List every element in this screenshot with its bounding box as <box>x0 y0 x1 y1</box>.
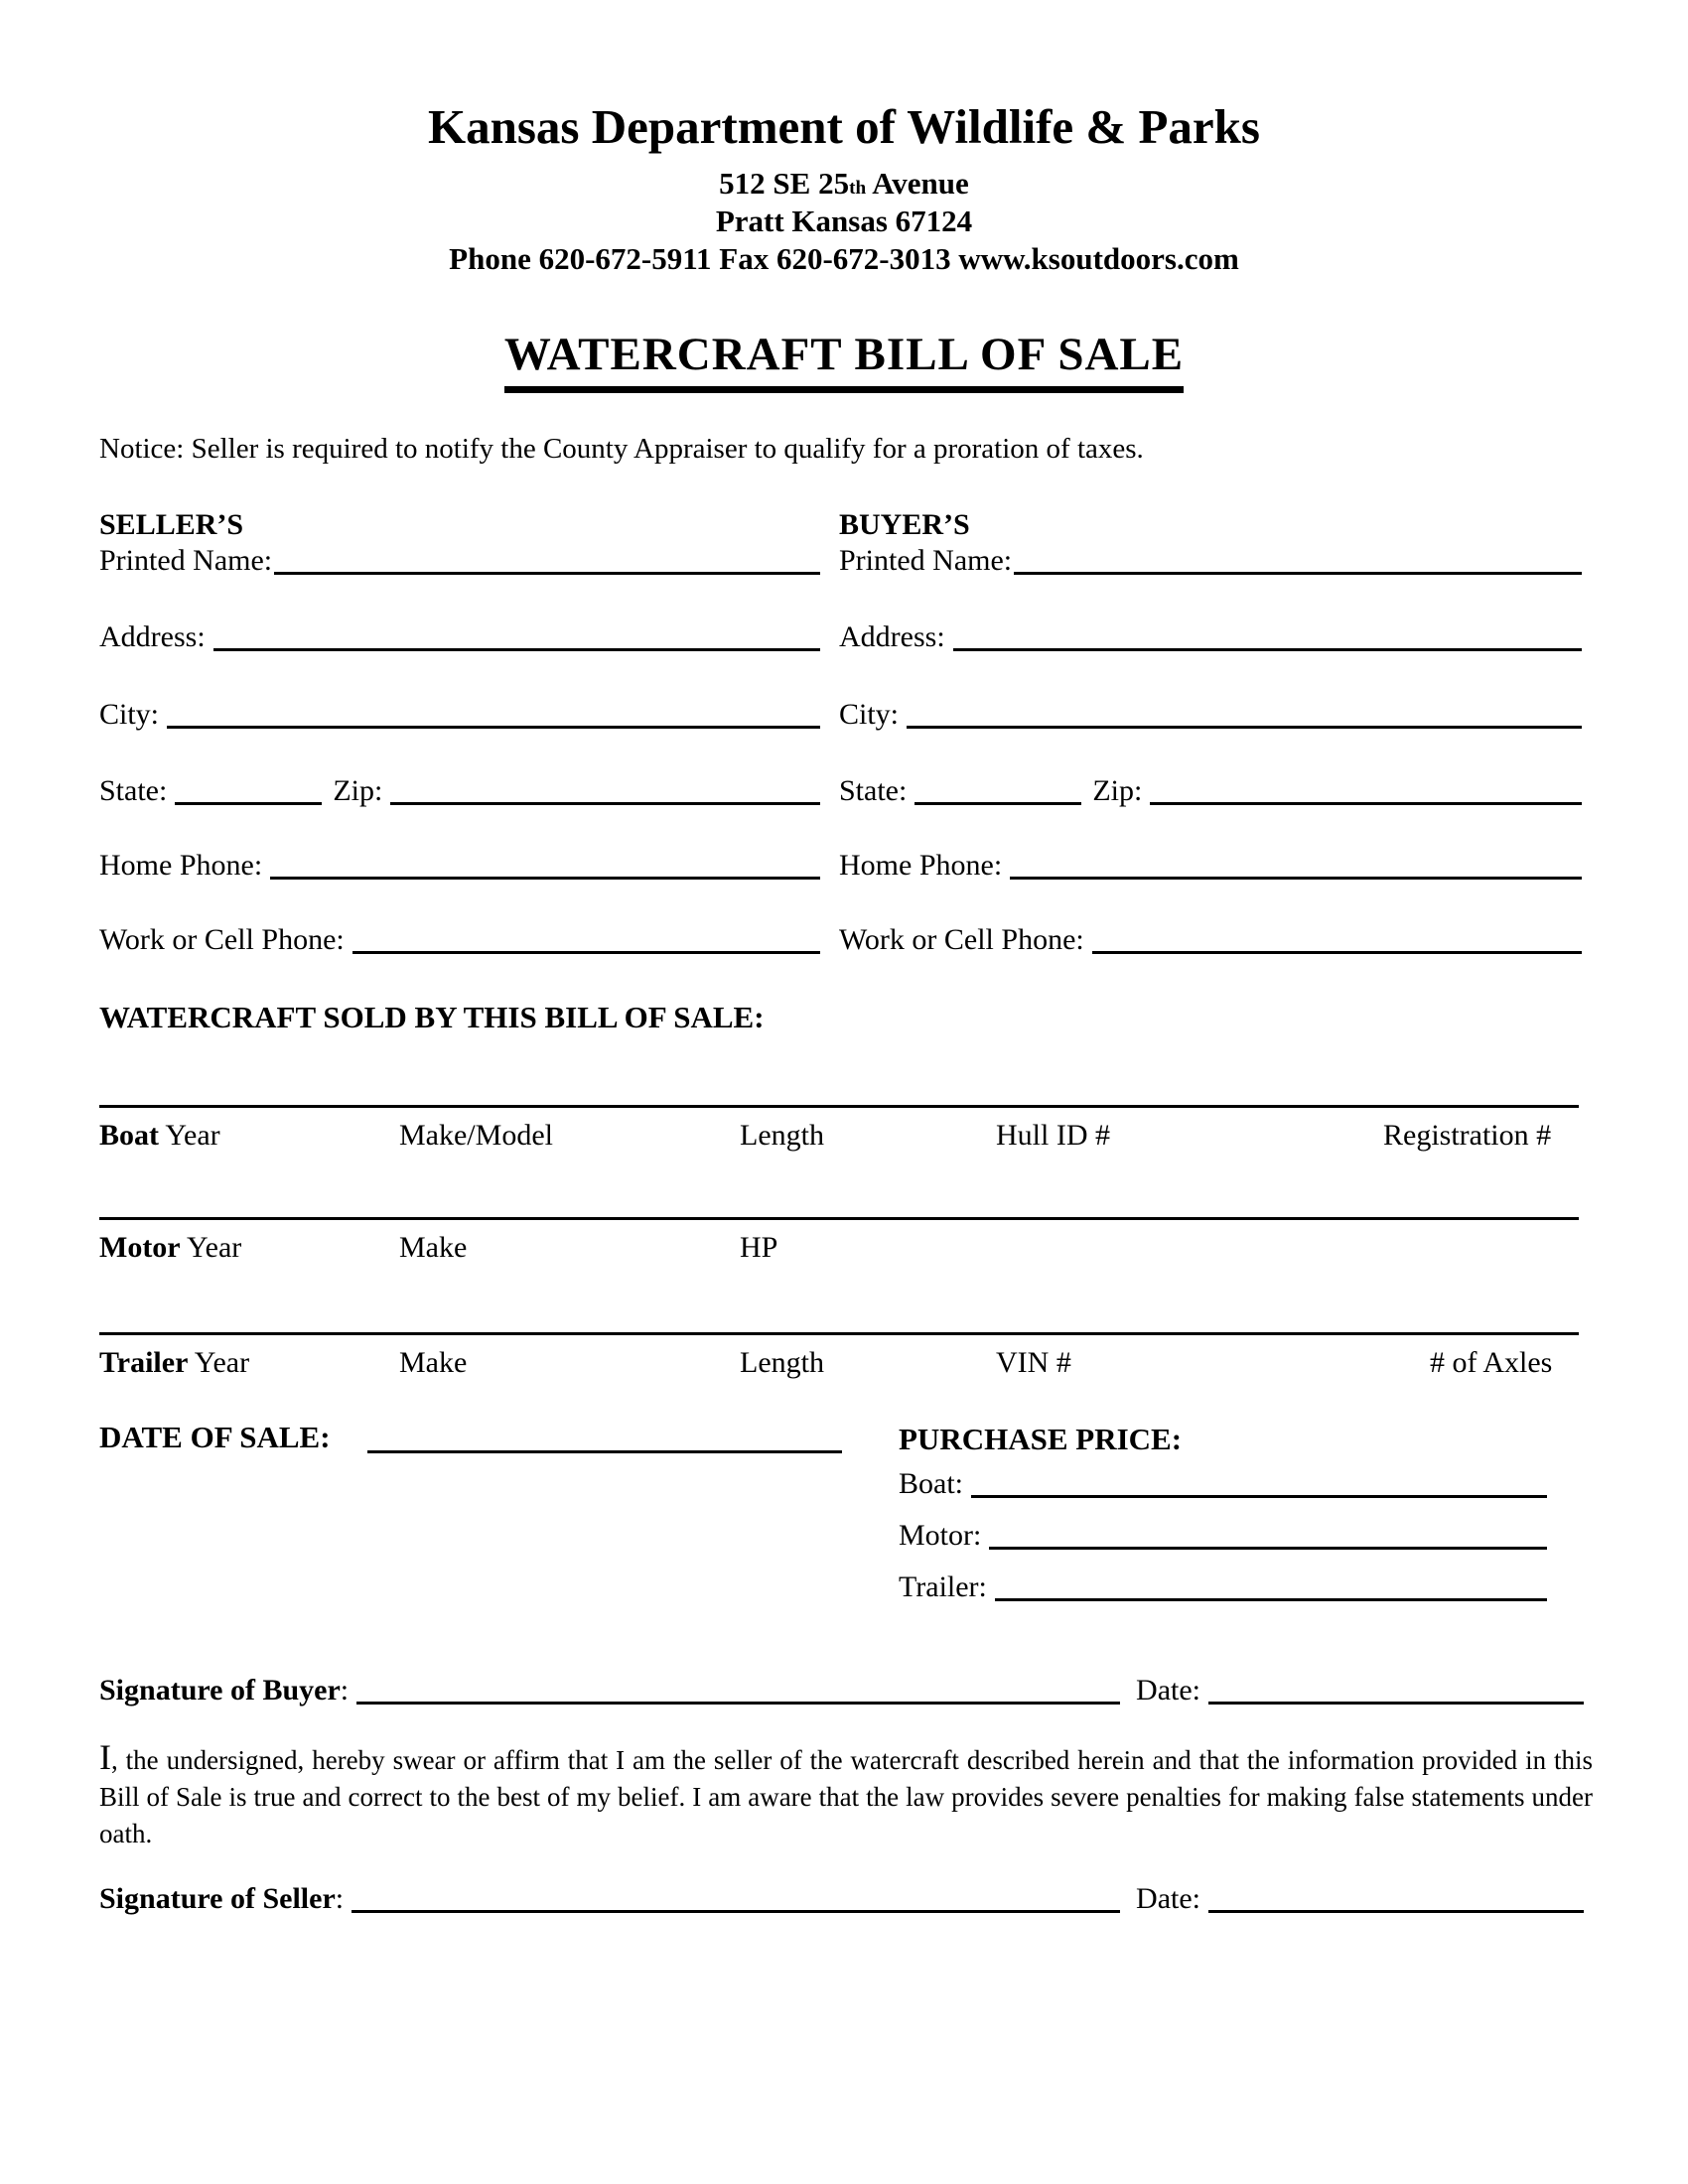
price-motor-field[interactable] <box>989 1547 1547 1550</box>
buyer-address-row <box>839 618 1582 656</box>
motor-type-label: Motor <box>99 1231 181 1264</box>
trailer-year-label: Year <box>194 1346 250 1379</box>
buyer-home-phone-label: Home Phone: <box>839 849 1003 882</box>
buyer-home-phone-field[interactable] <box>1010 877 1582 880</box>
motor-hp-label: HP <box>740 1231 778 1264</box>
boat-type-label: Boat <box>99 1119 159 1152</box>
seller-signature-row <box>99 1880 1584 1918</box>
notice-text: Notice: Seller is required to notify the County Appraiser to qualify for a proration of taxes. <box>99 433 1144 465</box>
trailer-make-label: Make <box>399 1346 468 1379</box>
seller-state-field[interactable] <box>175 802 322 805</box>
buyer-city-label: City: <box>839 698 900 731</box>
boat-entry-line[interactable] <box>99 1105 1579 1108</box>
affirmation-lead: I <box>99 1737 111 1777</box>
buyer-address-label: Address: <box>839 620 945 653</box>
price-motor-label: Motor: <box>899 1519 982 1552</box>
price-trailer-row <box>899 1569 1547 1606</box>
motor-year-label: Year <box>187 1231 242 1264</box>
signature-of-seller-label: Signature of Seller <box>99 1882 336 1915</box>
seller-date-label: Date: <box>1136 1882 1200 1915</box>
org-address-street <box>0 165 1688 207</box>
seller-date-field[interactable] <box>1208 1910 1584 1913</box>
price-motor-row <box>899 1517 1547 1555</box>
form-title-wrap <box>0 328 1688 393</box>
buyer-state-zip-row <box>839 772 1582 810</box>
boat-registration-label: Registration # <box>1383 1119 1552 1152</box>
buyer-state-label: State: <box>839 774 908 807</box>
seller-home-phone-field[interactable] <box>270 877 820 880</box>
buyer-zip-label: Zip: <box>1092 774 1143 807</box>
purchase-price-heading: PURCHASE PRICE: <box>899 1422 1183 1456</box>
date-of-sale-field[interactable] <box>367 1450 842 1453</box>
boat-year-label: Year <box>165 1119 220 1152</box>
form-title: WATERCRAFT BILL OF SALE <box>504 328 1184 393</box>
trailer-type-year-label <box>99 1346 249 1380</box>
buyer-signature-field[interactable] <box>356 1702 1120 1705</box>
trailer-length-label: Length <box>740 1346 824 1379</box>
trailer-entry-line[interactable] <box>99 1332 1579 1335</box>
seller-zip-label: Zip: <box>333 774 383 807</box>
buyer-label-colon: : <box>340 1674 350 1706</box>
seller-work-phone-field[interactable] <box>352 951 820 954</box>
buyer-work-phone-row <box>839 921 1582 959</box>
buyer-city-row <box>839 696 1582 734</box>
buyer-printed-name-label: Printed Name: <box>839 544 1013 577</box>
affirmation-body: , the undersigned, hereby swear or affirm that I am the seller of the watercraft described herein and that the information provided in this Bill of Sale is true and correct to the best of my belief. I am aware that the law provides severe penalties for making false statements under oath. <box>99 1745 1593 1848</box>
seller-state-label: State: <box>99 774 168 807</box>
seller-printed-name-field[interactable] <box>274 572 820 575</box>
org-contact-line: Phone 620-672-5911 Fax 620-672-3013 www.ksoutdoors.com <box>449 241 1239 276</box>
buyer-state-field[interactable] <box>914 802 1081 805</box>
trailer-axles-label: # of Axles <box>1430 1346 1553 1379</box>
signature-of-buyer-label: Signature of Buyer <box>99 1674 341 1706</box>
price-trailer-label: Trailer: <box>899 1570 987 1603</box>
seller-city-field[interactable] <box>167 726 820 729</box>
seller-work-phone-row <box>99 921 820 959</box>
boat-type-year-label <box>99 1119 220 1153</box>
price-boat-row <box>899 1465 1547 1503</box>
seller-home-phone-label: Home Phone: <box>99 849 263 882</box>
seller-home-phone-row <box>99 847 820 885</box>
motor-make-label: Make <box>399 1231 468 1264</box>
trailer-type-label: Trailer <box>99 1346 189 1379</box>
price-boat-field[interactable] <box>971 1495 1547 1498</box>
seller-section-heading: SELLER’S <box>99 508 244 541</box>
buyer-work-phone-field[interactable] <box>1092 951 1582 954</box>
boat-length-label: Length <box>740 1119 824 1152</box>
motor-type-year-label <box>99 1231 241 1265</box>
buyer-zip-field[interactable] <box>1150 802 1582 805</box>
affirmation-paragraph <box>99 1739 1593 1852</box>
boat-make-model-label: Make/Model <box>399 1119 553 1152</box>
seller-label-colon: : <box>335 1882 345 1915</box>
seller-zip-field[interactable] <box>390 802 820 805</box>
org-name: Kansas Department of Wildlife & Parks <box>428 99 1260 154</box>
buyer-printed-name-row <box>839 542 1582 580</box>
seller-city-label: City: <box>99 698 160 731</box>
buyer-date-label: Date: <box>1136 1674 1200 1706</box>
motor-entry-line[interactable] <box>99 1217 1579 1220</box>
seller-printed-name-row <box>99 542 820 580</box>
price-boat-label: Boat: <box>899 1467 963 1500</box>
watercraft-section-heading: WATERCRAFT SOLD BY THIS BILL OF SALE: <box>99 1000 765 1034</box>
buyer-home-phone-row <box>839 847 1582 885</box>
street-number: 512 SE 25 <box>719 166 850 201</box>
boat-hull-id-label: Hull ID # <box>996 1119 1110 1152</box>
seller-city-row <box>99 696 820 734</box>
buyer-city-field[interactable] <box>907 726 1582 729</box>
seller-printed-name-label: Printed Name: <box>99 544 273 577</box>
seller-work-phone-label: Work or Cell Phone: <box>99 923 345 956</box>
seller-address-label: Address: <box>99 620 206 653</box>
buyer-address-field[interactable] <box>953 648 1582 651</box>
seller-address-field[interactable] <box>213 648 820 651</box>
org-address-city: Pratt Kansas 67124 <box>715 204 973 238</box>
buyer-printed-name-field[interactable] <box>1014 572 1582 575</box>
date-of-sale-label: DATE OF SALE: <box>99 1420 331 1454</box>
street-ordinal: th <box>849 178 867 199</box>
buyer-signature-row <box>99 1672 1584 1709</box>
buyer-section-heading: BUYER’S <box>839 508 970 541</box>
seller-signature-field[interactable] <box>352 1910 1120 1913</box>
price-trailer-field[interactable] <box>995 1598 1547 1601</box>
trailer-vin-label: VIN # <box>996 1346 1071 1379</box>
buyer-date-field[interactable] <box>1208 1702 1584 1705</box>
seller-address-row <box>99 618 820 656</box>
buyer-work-phone-label: Work or Cell Phone: <box>839 923 1084 956</box>
street-name: Avenue <box>866 166 969 201</box>
seller-state-zip-row <box>99 772 820 810</box>
